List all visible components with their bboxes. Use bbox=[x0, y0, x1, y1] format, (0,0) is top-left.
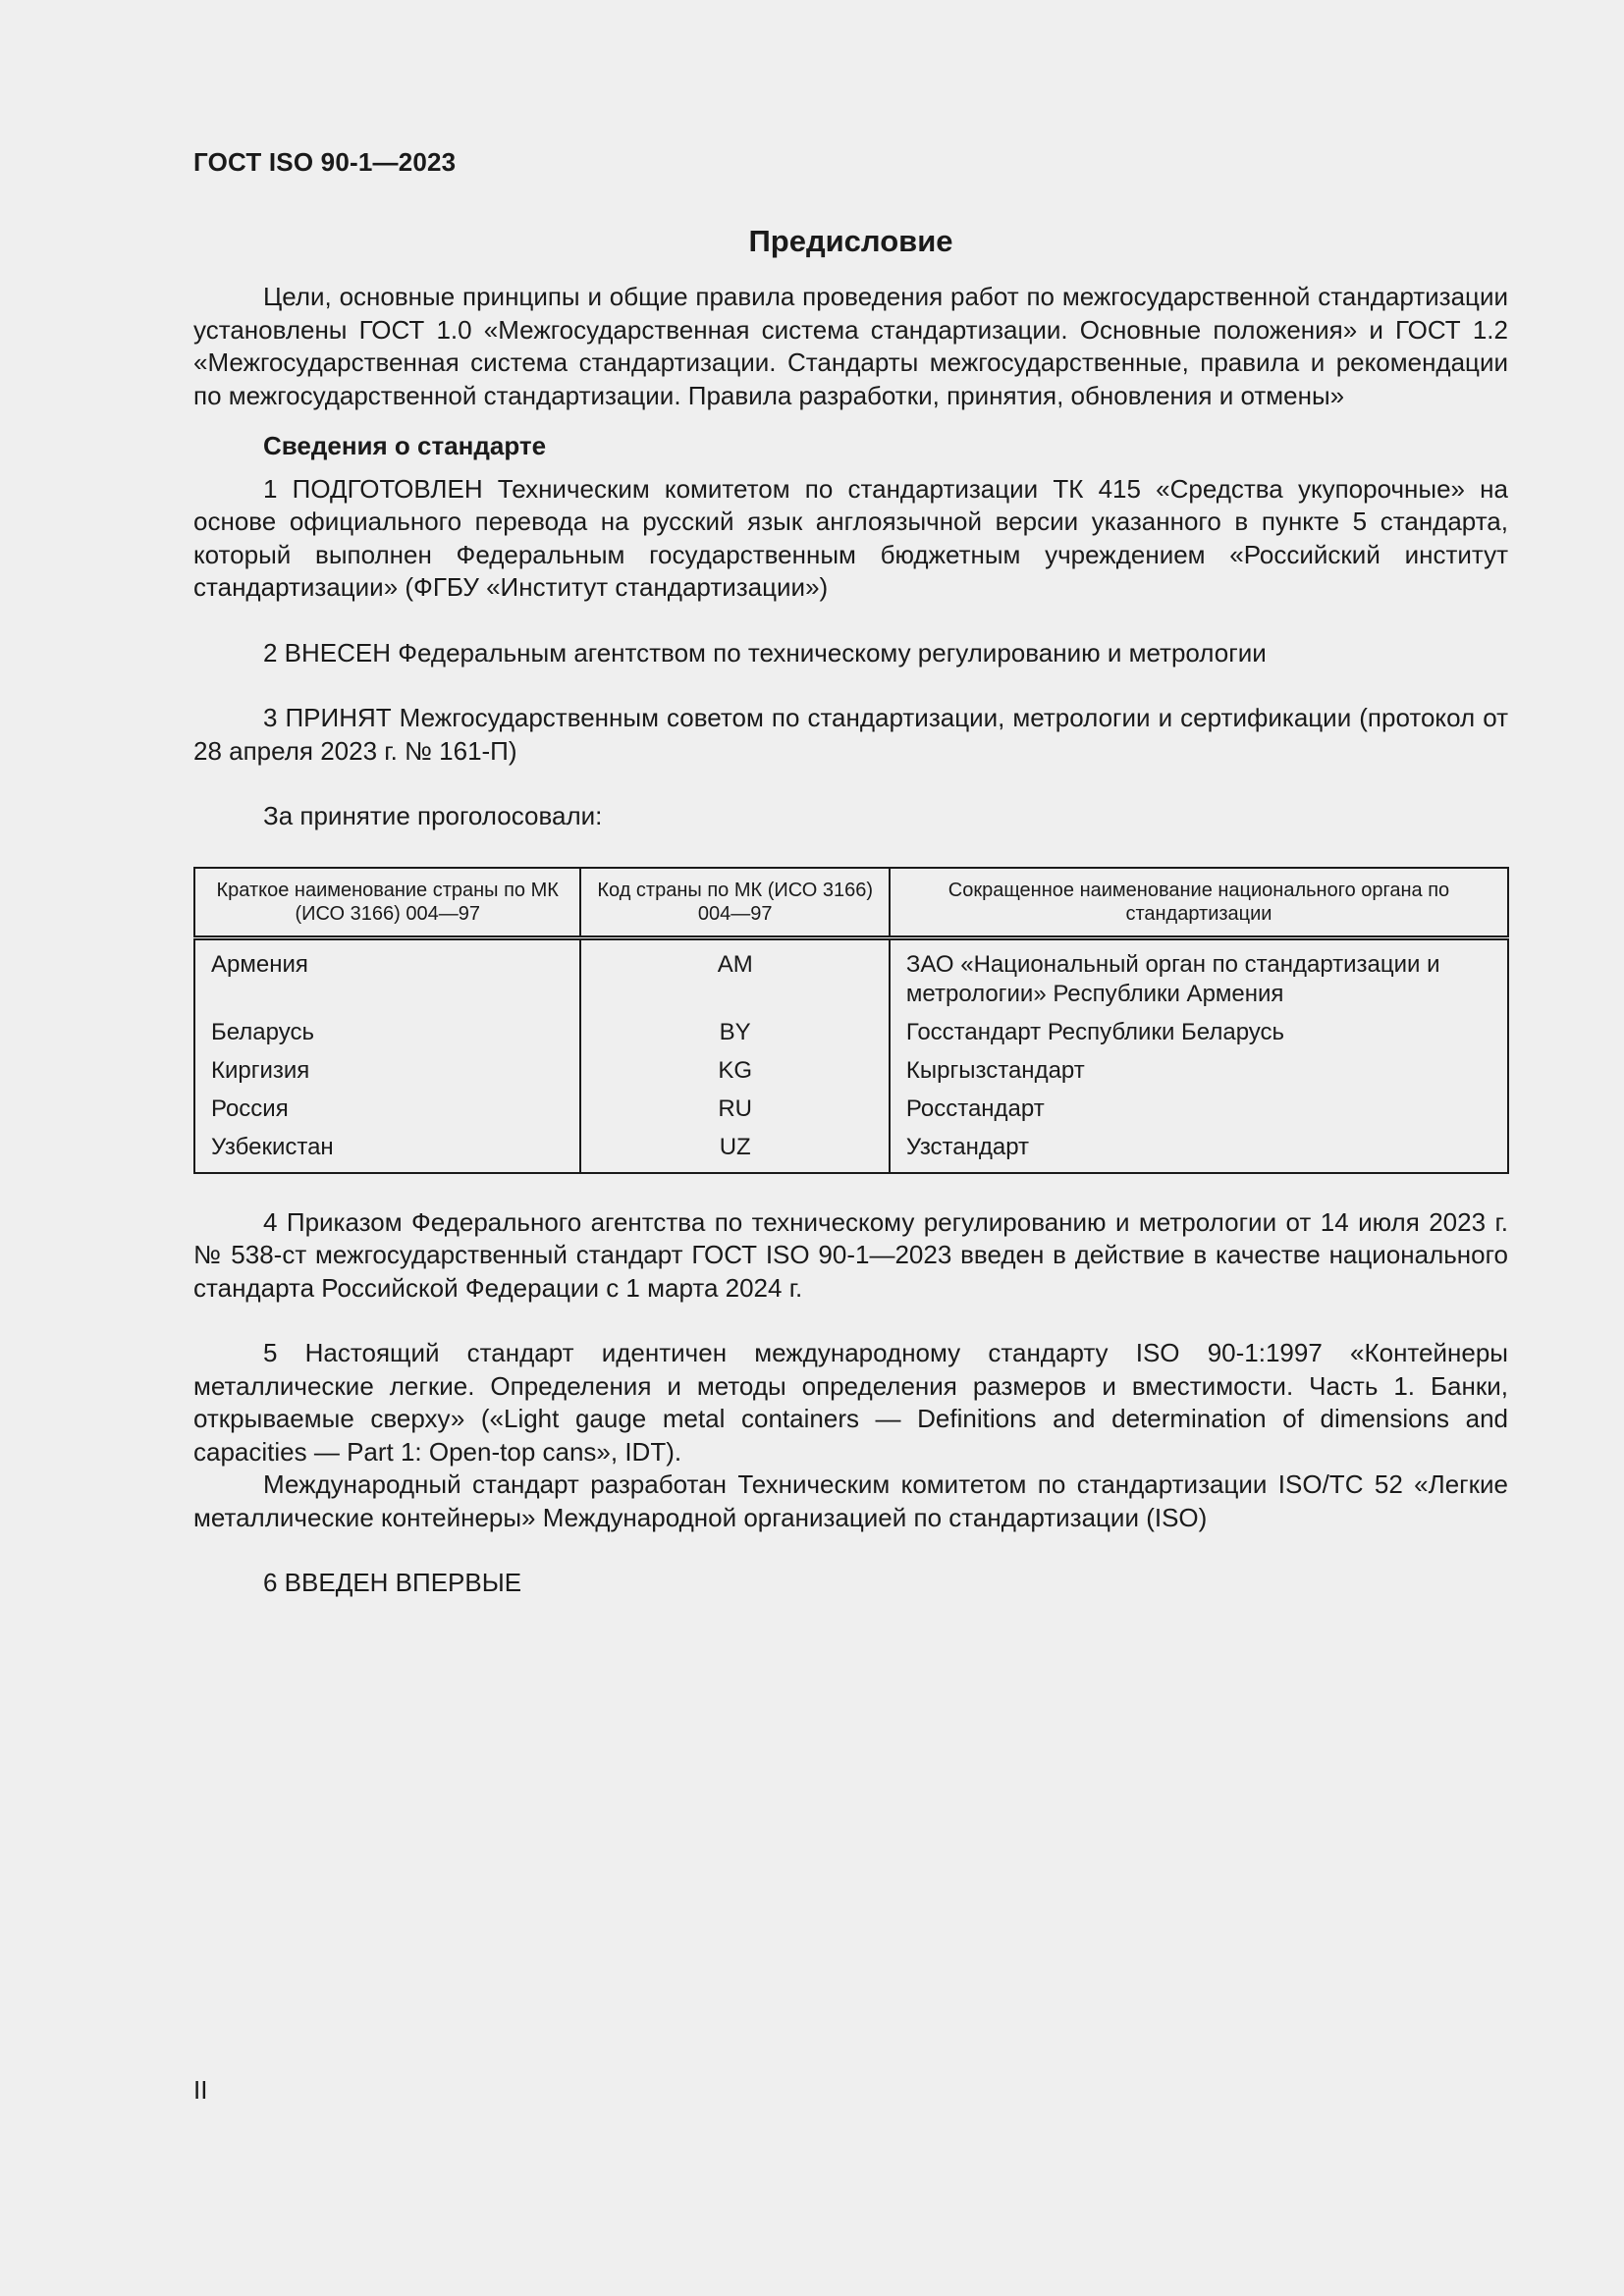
table-row bbox=[194, 1013, 1508, 1051]
item-2-introduced: 2 ВНЕСЕН Федеральным агентством по техническому регулированию и метрологии bbox=[263, 637, 1267, 667]
table-row bbox=[194, 1051, 1508, 1090]
page-title: Предисловие bbox=[748, 224, 953, 258]
document-code-header: ГОСТ ISO 90-1—2023 bbox=[193, 147, 457, 177]
national-body: Кыргызстандарт bbox=[905, 1056, 1085, 1084]
country-name: Беларусь bbox=[194, 1013, 580, 1051]
table-row bbox=[194, 937, 1508, 1013]
country-code: KG bbox=[580, 1051, 889, 1090]
table-row bbox=[194, 1090, 1508, 1128]
national-body: Госстандарт Республики Беларусь bbox=[905, 1018, 1284, 1045]
voting-table bbox=[193, 867, 1509, 1174]
country-code: BY bbox=[580, 1013, 889, 1051]
country-name: Армения bbox=[194, 937, 580, 1013]
country-name: Узбекистан bbox=[194, 1128, 580, 1173]
header-country-code: Код страны по МК (ИСО 3166) 004—97 bbox=[580, 868, 889, 938]
item-3-adopted: 3 ПРИНЯТ Межгосударственным советом по стандартизации, метрологии и сертификации (протокол от 28 апреля 2023 г. № 161-П) bbox=[193, 703, 1508, 766]
country-name: Россия bbox=[194, 1090, 580, 1128]
national-body: Узстандарт bbox=[905, 1133, 1030, 1160]
table-row bbox=[194, 1128, 1508, 1173]
country-code: AM bbox=[580, 937, 889, 1013]
item-4-order: 4 Приказом Федерального агентства по техническому регулированию и метрологии от 14 июля 2023 г. № 538-ст межгосударственный стандарт ГОСТ ISO 90-1—2023 введен в действие в качестве национального стандарта Российской Федерации с 1 марта 2024 г. bbox=[193, 1206, 1508, 1303]
item-1-prepared: 1 ПОДГОТОВЛЕН Техническим комитетом по стандартизации ТК 415 «Средства укупорочные» на основе официального перевода на русский язык англоязычной версии указанного в пункте 5 стандарта, который выполнен Федеральным государственным бюджетным учреждением «Российский институт стандартизации» (ФГБУ «Институт стандартизации») bbox=[193, 473, 1508, 602]
item-5-developer: Международный стандарт разработан Техническим комитетом по стандартизации ISO/TC 52 «Легкие металлические контейнеры» Международной организацией по стандартизации (ISO) bbox=[193, 1469, 1508, 1532]
foreword-content bbox=[193, 222, 1508, 1600]
voted-label: За принятие проголосовали: bbox=[263, 801, 603, 830]
page-number: II bbox=[193, 2075, 208, 2105]
intro-paragraph: Цели, основные принципы и общие правила проведения работ по межгосударственной стандартизации установлены ГОСТ 1.0 «Межгосударственная система стандартизации. Основные положения» и ГОСТ 1.2 «Межгосударственная система стандартизации. Стандарты межгосударственные, правила и рекомендации по межгосударственной стандартизации. Правила разработки, принятия, обновления и отмены» bbox=[193, 282, 1508, 410]
country-code: UZ bbox=[580, 1128, 889, 1173]
standard-info-heading: Сведения о стандарте bbox=[263, 431, 547, 460]
header-country-name: Краткое наименование страны по МК (ИСО 3166) 004—97 bbox=[194, 868, 580, 938]
national-body: Росстандарт bbox=[905, 1095, 1045, 1122]
country-code: RU bbox=[580, 1090, 889, 1128]
country-name: Киргизия bbox=[194, 1051, 580, 1090]
item-6-first-introduced: 6 ВВЕДЕН ВПЕРВЫЕ bbox=[263, 1568, 522, 1597]
item-5-identical: 5 Настоящий стандарт идентичен международному стандарту ISO 90-1:1997 «Контейнеры металлические легкие. Определения и методы определения размеров и вместимости. Часть 1. Банки, открываемые сверху» («Light gauge metal containers — Definitions and determination of dimensions and capacities — Part 1: Open-top cans», IDT). bbox=[193, 1338, 1508, 1467]
table-header-row bbox=[194, 868, 1508, 938]
header-national-body: Сокращенное наименование национального органа по стандартизации bbox=[890, 868, 1508, 938]
national-body: ЗАО «Национальный орган по стандартизации и метрологии» Республики Армения bbox=[905, 950, 1440, 1007]
